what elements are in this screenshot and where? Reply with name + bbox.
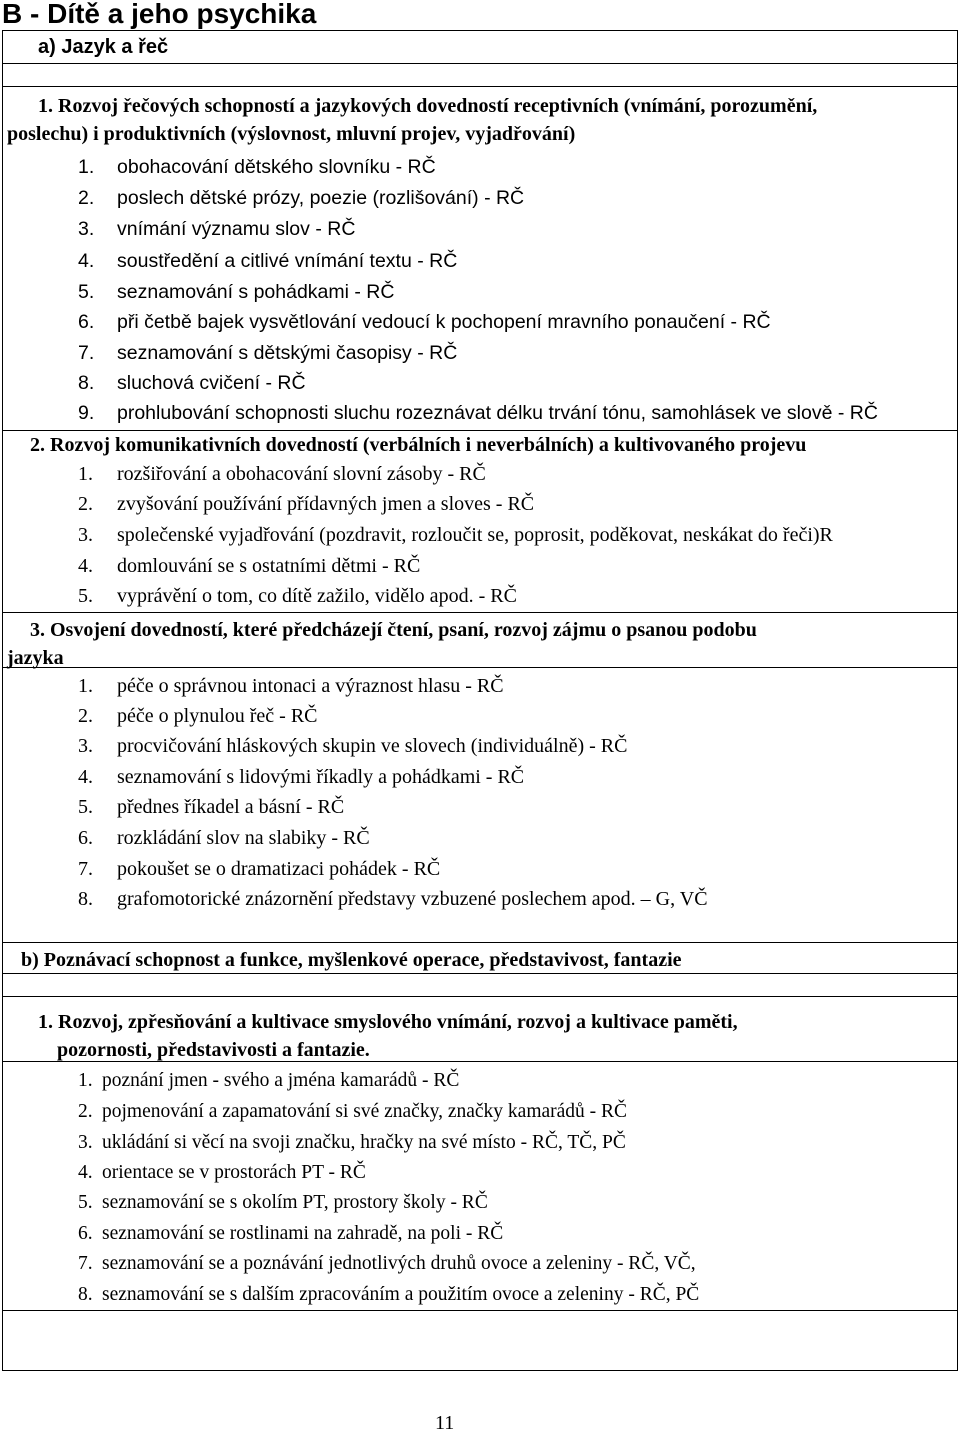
list-item-text: obohacování dětského slovníku - RČ [117, 156, 436, 178]
section-b-heading: b) Poznávací schopnost a funkce, myšlenkové operace, představivost, fantazie [21, 949, 682, 971]
list-item-text: pokoušet se o dramatizaci pohádek - RČ [117, 858, 441, 880]
list-item-number: 2. [78, 705, 93, 727]
list-item-text: seznamování s pohádkami - RČ [117, 281, 395, 303]
list-item-number: 4. [78, 555, 93, 577]
list-item-number: 1. [78, 156, 95, 178]
divider [2, 973, 958, 974]
list-item-number: 5. [78, 585, 93, 607]
list-item-number: 1. [78, 463, 93, 485]
list-item-text: seznamování s dětskými časopisy - RČ [117, 342, 458, 364]
list-item-text: vnímání významu slov - RČ [117, 218, 356, 240]
list-item-number: 6. [78, 311, 95, 333]
list-item-number: 4. [78, 250, 95, 272]
list-item-text: seznamování se s okolím PT, prostory školy - RČ [102, 1192, 488, 1213]
group-1-heading-line-1: 1. Rozvoj řečových schopností a jazykových dovedností receptivních (vnímání, porozumění, [38, 95, 818, 117]
list-item-number: 9. [78, 402, 95, 424]
section-a-heading: a) Jazyk a řeč [38, 36, 169, 58]
section-b-group-1-heading-line-1: 1. Rozvoj, zpřesňování a kultivace smyslového vnímání, rozvoj a kultivace paměti, [38, 1011, 738, 1033]
list-item-text: domlouvání se s ostatními dětmi - RČ [117, 555, 421, 577]
list-item-number: 3. [78, 524, 93, 546]
list-item-number: 6. [78, 827, 93, 849]
list-item-text: seznamování se s dalším zpracováním a použitím ovoce a zeleniny - RČ, PČ [102, 1284, 700, 1305]
list-item-text: poslech dětské prózy, poezie (rozlišování) - RČ [117, 187, 525, 209]
list-item-text: péče o správnou intonaci a výraznost hlasu - RČ [117, 675, 504, 697]
list-item-text: péče o plynulou řeč - RČ [117, 705, 318, 727]
list-item-number: 3. [78, 218, 95, 240]
list-item-number: 7. [78, 1253, 93, 1274]
list-item-number: 2. [78, 1101, 93, 1122]
list-item-text: zvyšování používání přídavných jmen a sloves - RČ [117, 493, 535, 515]
divider [2, 612, 958, 613]
list-item-number: 3. [78, 1132, 93, 1153]
list-item-text: grafomotorické znázornění představy vzbuzené poslechem apod. – G, VČ [117, 888, 708, 910]
list-item-number: 1. [78, 1070, 93, 1091]
list-item-number: 5. [78, 1192, 93, 1213]
list-item-text: poznání jmen - svého a jména kamarádů - RČ [102, 1070, 460, 1091]
group-2-heading: 2. Rozvoj komunikativních dovedností (verbálních i neverbálních) a kultivovaného projevu [30, 434, 807, 456]
list-item-text: při četbě bajek vysvětlování vedoucí k pochopení mravního ponaučení - RČ [117, 311, 771, 333]
divider [2, 1310, 958, 1311]
list-item-number: 3. [78, 735, 93, 757]
list-item-text: seznamování s lidovými říkadly a pohádkami - RČ [117, 766, 525, 788]
list-item-number: 5. [78, 281, 95, 303]
list-item-number: 2. [78, 187, 95, 209]
divider [2, 667, 958, 668]
divider [2, 996, 958, 997]
divider [2, 1370, 958, 1371]
divider [2, 942, 958, 943]
list-item-number: 5. [78, 796, 93, 818]
group-3-heading-line-1: 3. Osvojení dovedností, které předcházejí čtení, psaní, rozvoj zájmu o psanou podobu [30, 619, 757, 641]
group-1-heading-line-2: poslechu) i produktivních (výslovnost, mluvní projev, vyjadřování) [7, 123, 576, 145]
list-item-number: 4. [78, 1162, 93, 1183]
list-item-text: seznamování se rostlinami na zahradě, na poli - RČ [102, 1223, 504, 1244]
list-item-text: rozšiřování a obohacování slovní zásoby - RČ [117, 463, 486, 485]
list-item-number: 7. [78, 858, 93, 880]
list-item-text: společenské vyjadřování (pozdravit, rozloučit se, poprosit, poděkovat, neskákat do řeči)R [117, 524, 833, 546]
table-right-border [957, 30, 958, 1371]
list-item-number: 2. [78, 493, 93, 515]
divider [2, 1061, 958, 1062]
page-title: B - Dítě a jeho psychika [2, 0, 317, 29]
list-item-number: 4. [78, 766, 93, 788]
list-item-text: rozkládání slov na slabiky - RČ [117, 827, 370, 849]
list-item-text: přednes říkadel a básní - RČ [117, 796, 345, 818]
group-3-heading-line-2: jazyka [7, 647, 64, 669]
list-item-number: 1. [78, 675, 93, 697]
list-item-text: orientace se v prostorách PT - RČ [102, 1162, 366, 1183]
divider [2, 30, 958, 31]
list-item-number: 7. [78, 342, 95, 364]
list-item-text: ukládání si věcí na svoji značku, hračky na své místo - RČ, TČ, PČ [102, 1132, 626, 1153]
list-item-text: pojmenování a zapamatování si své značky, značky kamarádů - RČ [102, 1101, 628, 1122]
list-item-number: 6. [78, 1223, 93, 1244]
list-item-number: 8. [78, 1284, 93, 1305]
list-item-number: 8. [78, 888, 93, 910]
divider [2, 63, 958, 64]
list-item-number: 8. [78, 372, 95, 394]
list-item-text: prohlubování schopnosti sluchu rozeznávat délku trvání tónu, samohlásek ve slově - RČ [117, 402, 878, 424]
list-item-text: soustředění a citlivé vnímání textu - RČ [117, 250, 458, 272]
divider [2, 430, 958, 431]
page-number: 11 [435, 1412, 455, 1434]
list-item-text: sluchová cvičení - RČ [117, 372, 306, 394]
list-item-text: procvičování hláskových skupin ve slovech (individuálně) - RČ [117, 735, 628, 757]
divider [2, 86, 958, 87]
table-left-border [2, 30, 3, 1371]
list-item-text: seznamování se a poznávání jednotlivých druhů ovoce a zeleniny - RČ, VČ, [102, 1253, 696, 1274]
section-b-group-1-heading-line-2: pozornosti, představivosti a fantazie. [57, 1039, 370, 1061]
list-item-text: vyprávění o tom, co dítě zažilo, vidělo apod. - RČ [117, 585, 517, 607]
